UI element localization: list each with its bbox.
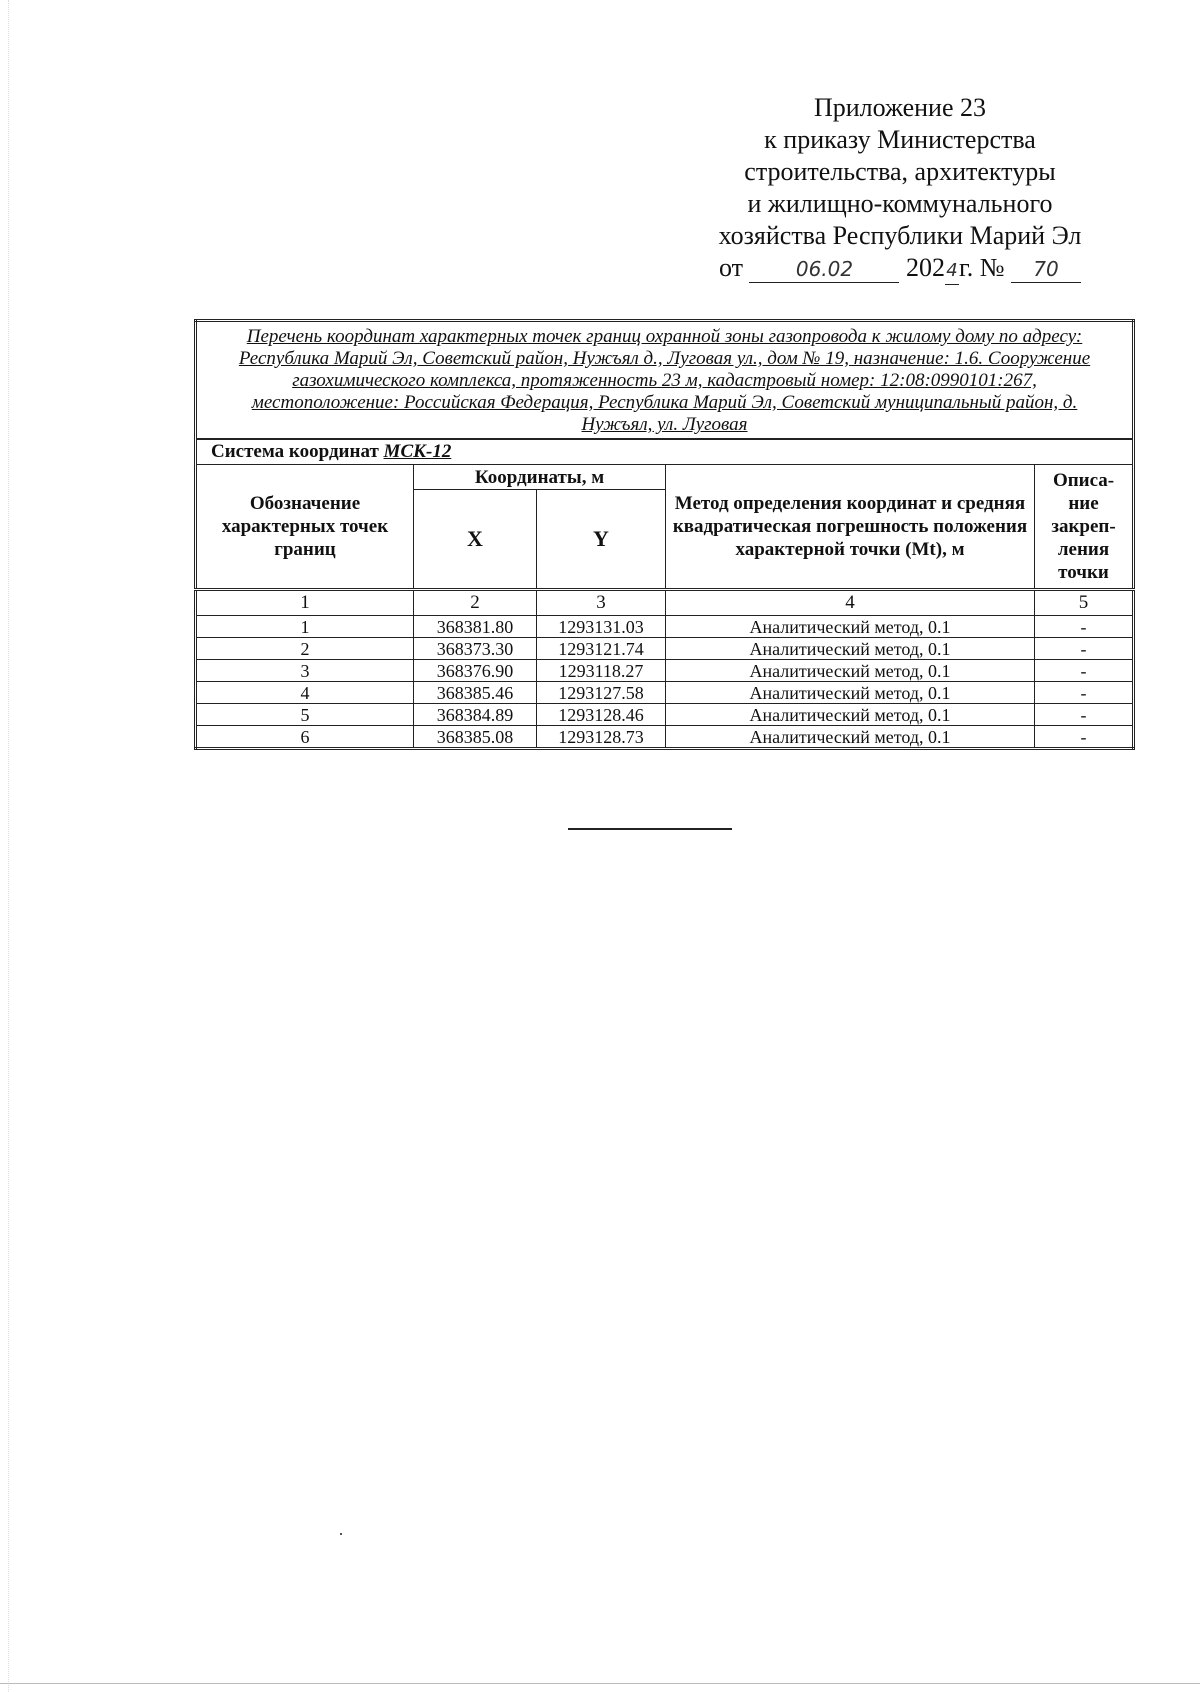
header-row-top — [196, 465, 1134, 490]
table-row — [196, 660, 1134, 682]
cell-y: 1293128.73 — [537, 726, 666, 749]
cell-y: 1293131.03 — [537, 616, 666, 638]
column-number: 4 — [666, 590, 1035, 616]
cell-y: 1293118.27 — [537, 660, 666, 682]
coordinate-system — [196, 439, 1134, 465]
header-line-ministry: строительства, архитектуры — [744, 157, 1056, 186]
coordinate-system-row — [196, 439, 1134, 465]
scan-bottom-line — [0, 1683, 1200, 1684]
column-numbers-row — [196, 590, 1134, 616]
cell-x: 368384.89 — [414, 704, 537, 726]
table-row — [196, 638, 1134, 660]
table-row — [196, 726, 1134, 749]
header-method: Метод определения координат и средняя квадратическая погрешность положения характерной точки (Mt), м — [666, 465, 1035, 590]
column-number: 1 — [196, 590, 414, 616]
header-x: X — [414, 490, 537, 590]
cell-description: - — [1035, 616, 1134, 638]
handwritten-order-number: 70 — [1011, 256, 1081, 283]
header-description: Описа-ние закреп-ления точки — [1035, 465, 1134, 590]
coordinate-system-value: МСК-12 — [383, 441, 452, 462]
cell-x: 368376.90 — [414, 660, 537, 682]
end-rule-divider — [568, 828, 732, 830]
order-prefix: от — [718, 253, 743, 282]
cell-x: 368381.80 — [414, 616, 537, 638]
column-number: 3 — [537, 590, 666, 616]
header-line-housing: и жилищно-коммунального — [747, 189, 1053, 218]
cell-description: - — [1035, 704, 1134, 726]
table-row — [196, 616, 1134, 638]
header-line-republic: хозяйства Республики Марий Эл — [718, 221, 1082, 250]
header-line-order: к приказу Министерства — [764, 125, 1036, 154]
header-designation: Обозначение характерных точек границ — [196, 465, 414, 590]
coordinates-table — [194, 319, 1135, 750]
cell-description: - — [1035, 638, 1134, 660]
table-caption: Перечень координат характерных точек границ охранной зоны газопровода к жилому дому по адресу: Республика Марий Эл, Советский район, Нужъял д., Луговая ул., дом № 19, назначение: 1.6. Сооружение газохимического комплекса, протяженность 23 м, кадастровый номер: 12:08:0990101:267, местоположение: Российская Федерация, Республика Марий Эл, Советский муниципальный район, д. Нужъял, ул. Луговая — [196, 321, 1134, 440]
cell-x: 368373.30 — [414, 638, 537, 660]
appendix-title: Приложение 23 — [813, 93, 987, 122]
cell-point: 2 — [196, 638, 414, 660]
scan-edge-line — [8, 0, 9, 1692]
cell-description: - — [1035, 660, 1134, 682]
cell-description: - — [1035, 726, 1134, 749]
order-year-start: 202 — [905, 253, 945, 282]
table-row — [196, 704, 1134, 726]
cell-x: 368385.08 — [414, 726, 537, 749]
table-caption-row — [196, 321, 1134, 440]
cell-point: 1 — [196, 616, 414, 638]
cell-description: - — [1035, 682, 1134, 704]
order-date-line — [690, 252, 1110, 285]
cell-method: Аналитический метод, 0.1 — [666, 638, 1035, 660]
cell-y: 1293128.46 — [537, 704, 666, 726]
cell-method: Аналитический метод, 0.1 — [666, 726, 1035, 749]
cell-x: 368385.46 — [414, 682, 537, 704]
scan-speck — [340, 1533, 342, 1535]
cell-point: 4 — [196, 682, 414, 704]
cell-method: Аналитический метод, 0.1 — [666, 616, 1035, 638]
column-number: 5 — [1035, 590, 1134, 616]
handwritten-year-digit: 4 — [945, 258, 959, 285]
header-y: Y — [537, 490, 666, 590]
cell-y: 1293127.58 — [537, 682, 666, 704]
appendix-header — [690, 92, 1110, 285]
table-row — [196, 682, 1134, 704]
coordinate-system-label: Система координат — [211, 441, 379, 462]
cell-point: 3 — [196, 660, 414, 682]
header-coordinates: Координаты, м — [414, 465, 666, 490]
cell-method: Аналитический метод, 0.1 — [666, 704, 1035, 726]
handwritten-date: 06.02 — [749, 256, 899, 283]
order-number-label: г. № — [958, 253, 1005, 282]
cell-method: Аналитический метод, 0.1 — [666, 660, 1035, 682]
cell-point: 5 — [196, 704, 414, 726]
column-number: 2 — [414, 590, 537, 616]
cell-point: 6 — [196, 726, 414, 749]
cell-y: 1293121.74 — [537, 638, 666, 660]
cell-method: Аналитический метод, 0.1 — [666, 682, 1035, 704]
